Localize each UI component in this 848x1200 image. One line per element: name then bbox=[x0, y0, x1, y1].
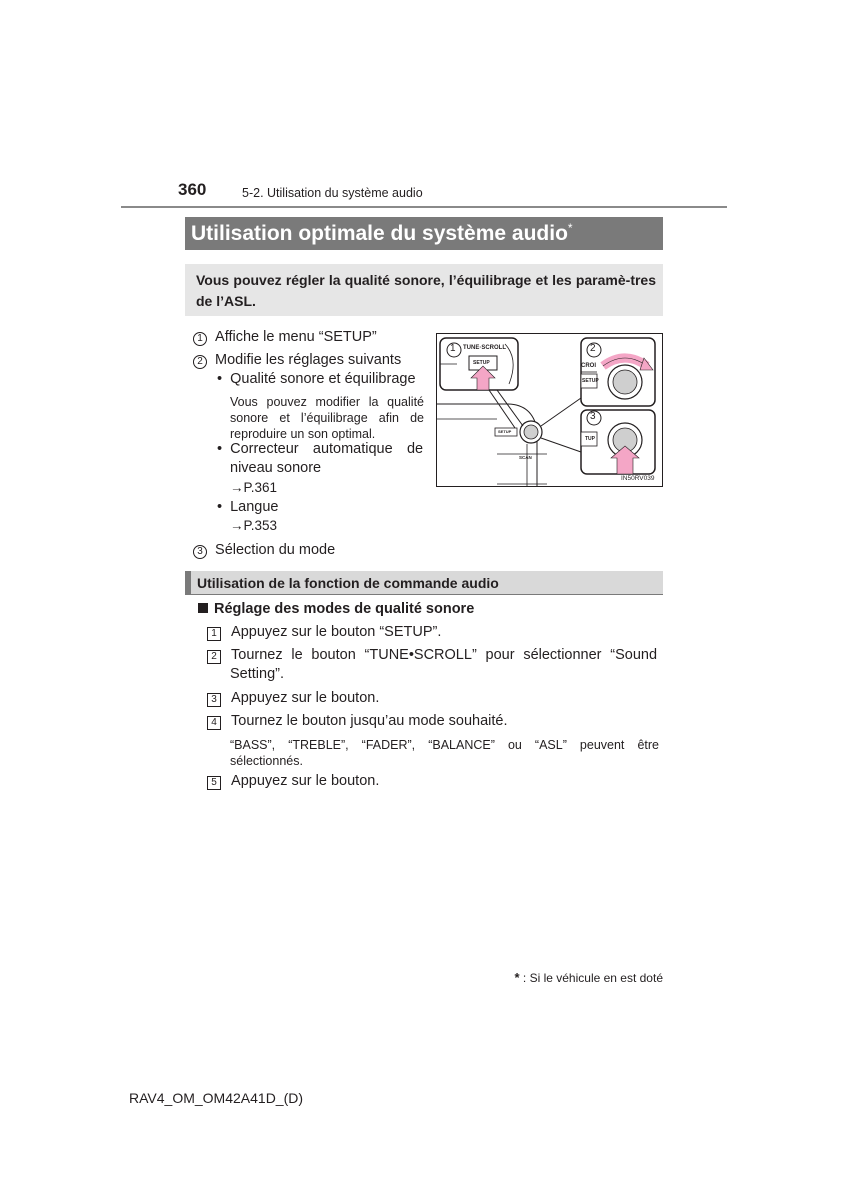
audio-control-illustration bbox=[436, 333, 663, 487]
bullet-text: Langue bbox=[230, 499, 279, 515]
intro-box bbox=[185, 264, 663, 316]
footnote bbox=[480, 970, 663, 985]
step-number: 2 bbox=[207, 650, 221, 664]
square-bullet-icon bbox=[198, 603, 208, 613]
bullet-text: Qualité sonore et équilibrage bbox=[230, 371, 416, 387]
step-2 bbox=[207, 647, 659, 664]
step-number: 4 bbox=[207, 716, 221, 730]
callout-2 bbox=[193, 352, 401, 369]
callout-1 bbox=[193, 329, 377, 346]
lang-page-link[interactable] bbox=[230, 518, 277, 533]
step-2-cont: Setting”. bbox=[230, 666, 284, 682]
subsection-title: Utilisation de la fonction de commande audio bbox=[197, 575, 499, 591]
callout-number: 1 bbox=[193, 332, 207, 346]
tup-partial-label: TUP bbox=[585, 436, 595, 442]
step-text: Appuyez sur le bouton “SETUP”. bbox=[231, 624, 442, 640]
footnote-asterisk: * bbox=[514, 970, 520, 985]
step-4 bbox=[207, 713, 508, 730]
footnote-text: : Si le véhicule en est doté bbox=[522, 971, 663, 985]
bullet-text: Correcteur automatique de bbox=[230, 441, 424, 457]
setup-button-label: SETUP bbox=[473, 360, 490, 366]
tune-scroll-label: TUNE·SCROLL bbox=[463, 345, 506, 351]
step-text: Tournez le bouton “TUNE•SCROLL” pour sélectionner “Sound bbox=[231, 647, 658, 663]
subsection-heading-bar bbox=[185, 571, 663, 595]
setup-partial-label: SETUP bbox=[582, 378, 599, 384]
arrow-right-icon: → bbox=[230, 480, 244, 495]
callout-number: 3 bbox=[193, 545, 207, 559]
bullet-quality: • Qualité sonore et équilibrage bbox=[217, 371, 416, 387]
bullet-language: • Langue bbox=[217, 499, 279, 515]
link-text: P.353 bbox=[243, 518, 278, 533]
step-number: 5 bbox=[207, 776, 221, 790]
callout-badge-2: 2 bbox=[590, 343, 596, 354]
procedure-heading bbox=[198, 601, 474, 617]
step-text: Appuyez sur le bouton. bbox=[231, 690, 380, 706]
step-3 bbox=[207, 690, 379, 707]
page-title-text: Utilisation optimale du système audio bbox=[191, 222, 568, 245]
title-asterisk: * bbox=[567, 221, 573, 235]
arrow-right-icon: → bbox=[230, 518, 244, 533]
callout-text: Sélection du mode bbox=[215, 542, 336, 558]
quality-note: Vous pouvez modifier la qualité sonore et l’équilibrage afin de reproduire un son optimal. bbox=[230, 395, 424, 441]
scan-label: SCAN bbox=[519, 455, 532, 460]
step-number: 3 bbox=[207, 693, 221, 707]
illustration-code: IN50RV039 bbox=[621, 475, 655, 482]
step-text: Appuyez sur le bouton. bbox=[231, 773, 380, 789]
callout-text: Affiche le menu “SETUP” bbox=[215, 329, 377, 345]
callout-text: Modifie les réglages suivants bbox=[215, 352, 402, 368]
bullet-asl-cont: niveau sonore bbox=[230, 460, 322, 476]
header-divider bbox=[121, 206, 727, 208]
callout-3 bbox=[193, 542, 335, 559]
document-code: RAV4_OM_OM42A41D_(D) bbox=[129, 1090, 304, 1106]
section-reference: 5-2. Utilisation du système audio bbox=[242, 186, 423, 200]
bullet-asl: • Correcteur automatique de bbox=[217, 441, 424, 457]
step-number: 1 bbox=[207, 627, 221, 641]
page-title bbox=[191, 221, 573, 246]
page-number: 360 bbox=[178, 180, 207, 199]
illustration-drawing bbox=[437, 334, 663, 487]
intro-text: Vous pouvez régler la qualité sonore, l’équilibrage et les paramè-tres de l’ASL. bbox=[196, 272, 656, 309]
step-text: Tournez le bouton jusqu’au mode souhaité. bbox=[231, 713, 508, 729]
link-text: P.361 bbox=[243, 480, 278, 495]
callout-badge-1: 1 bbox=[450, 343, 456, 354]
callout-number: 2 bbox=[193, 355, 207, 369]
procedure-heading-text: Réglage des modes de qualité sonore bbox=[214, 601, 475, 617]
step-4-note: “BASS”, “TREBLE”, “FADER”, “BALANCE” ou “ASL” peuvent être sélectionnés. bbox=[230, 738, 659, 768]
step-5 bbox=[207, 773, 379, 790]
callout-badge-3: 3 bbox=[590, 411, 596, 422]
page-title-bar bbox=[185, 217, 663, 250]
scroll-partial-label: CROI bbox=[581, 363, 596, 369]
step-1 bbox=[207, 624, 441, 641]
asl-page-link[interactable] bbox=[230, 480, 277, 495]
setup-small-label: SETUP bbox=[498, 429, 512, 434]
